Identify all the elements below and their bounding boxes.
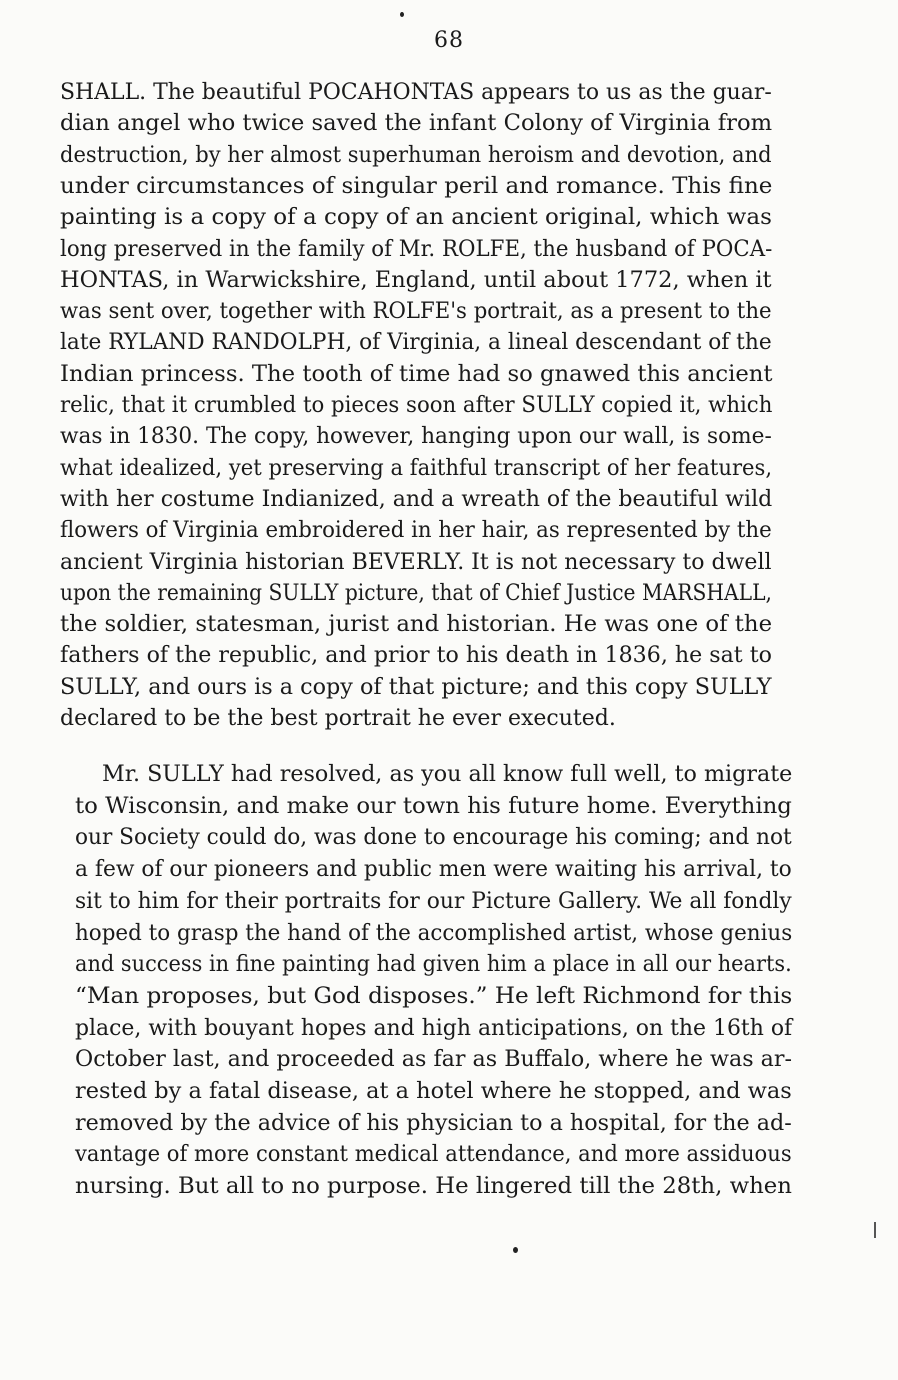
text-line: rested by a fatal disease, at a hotel where he stopped, and was: [75, 1079, 792, 1104]
text-line: and success in fine painting had given him a place in all our hearts.: [75, 952, 792, 978]
text-line: upon the remaining SULLY picture, that of Chief Justice MARSHALL,: [60, 580, 772, 606]
text-line: the soldier, statesman, jurist and historian. He was one of the: [60, 612, 773, 638]
text-line: SULLY, and ours is a copy of that picture; and this copy SULLY: [60, 674, 772, 700]
text-line: destruction, by her almost superhuman heroism and devotion, and: [60, 142, 772, 168]
text-line: flowers of Virginia embroidered in her hair, as represented by the: [60, 518, 772, 544]
text-line: vantage of more constant medical attendance, and more assiduous: [75, 1142, 792, 1168]
text-line: place, with bouyant hopes and high anticipations, on the 16th of: [75, 1015, 793, 1041]
text-line: fathers of the republic, and prior to his death in 1836, he sat to: [60, 643, 772, 669]
text-line: our Society could do, was done to encourage his coming; and not: [75, 825, 792, 851]
text-line: SHALL. The beautiful POCAHONTAS appears to us as the guar-: [60, 80, 772, 105]
text-line: under circumstances of singular peril and romance. This fine: [60, 173, 773, 199]
text-line: long preserved in the family of Mr. ROLFE, the husband of POCA-: [60, 236, 773, 262]
text-line: with her costume Indianized, and a wreath of the beautiful wild: [60, 486, 773, 512]
text-line: to Wisconsin, and make our town his future home. Everything: [75, 793, 792, 819]
text-line: sit to him for their portraits for our Picture Gallery. We all fondly: [75, 888, 792, 914]
text-line: relic, that it crumbled to pieces soon after SULLY copied it, which: [60, 393, 773, 418]
text-line: painting is a copy of a copy of an ancient original, which was: [60, 205, 772, 231]
text-line: was sent over, together with ROLFE's portrait, as a present to the: [60, 299, 772, 325]
text-line: declared to be the best portrait he ever executed.: [60, 706, 616, 731]
ink-dot: [400, 12, 404, 17]
text-line: HONTAS, in Warwickshire, England, until about 1772, when it: [60, 267, 772, 293]
text-line: late RYLAND RANDOLPH, of Virginia, a lineal descendant of the: [60, 330, 772, 356]
text-line: nursing. But all to no purpose. He lingered till the 28th, when: [75, 1174, 792, 1200]
text-line: dian angel who twice saved the infant Colony of Virginia from: [60, 111, 773, 137]
text-line: ancient Virginia historian BEVERLY. It is not necessary to dwell: [60, 549, 772, 575]
text-line: Indian princess. The tooth of time had so gnawed this ancient: [60, 361, 773, 387]
text-line: a few of our pioneers and public men were waiting his arrival, to: [75, 857, 792, 883]
text-line: was in 1830. The copy, however, hanging upon our wall, is some-: [60, 424, 772, 450]
text-line: “Man proposes, but God disposes.” He left Richmond for this: [75, 983, 793, 1009]
text-line: October last, and proceeded as far as Buffalo, where he was ar-: [75, 1047, 792, 1073]
page-number: 68: [434, 28, 464, 53]
text-line: removed by the advice of his physician to a hospital, for the ad-: [75, 1110, 792, 1136]
margin-mark: [874, 1222, 876, 1238]
text-line: what idealized, yet preserving a faithful transcript of her features,: [60, 455, 773, 481]
text-line: hoped to grasp the hand of the accomplished artist, whose genius: [75, 920, 793, 946]
text-line: Mr. SULLY had resolved, as you all know full well, to migrate: [102, 762, 793, 787]
ink-dot: [513, 1247, 518, 1253]
